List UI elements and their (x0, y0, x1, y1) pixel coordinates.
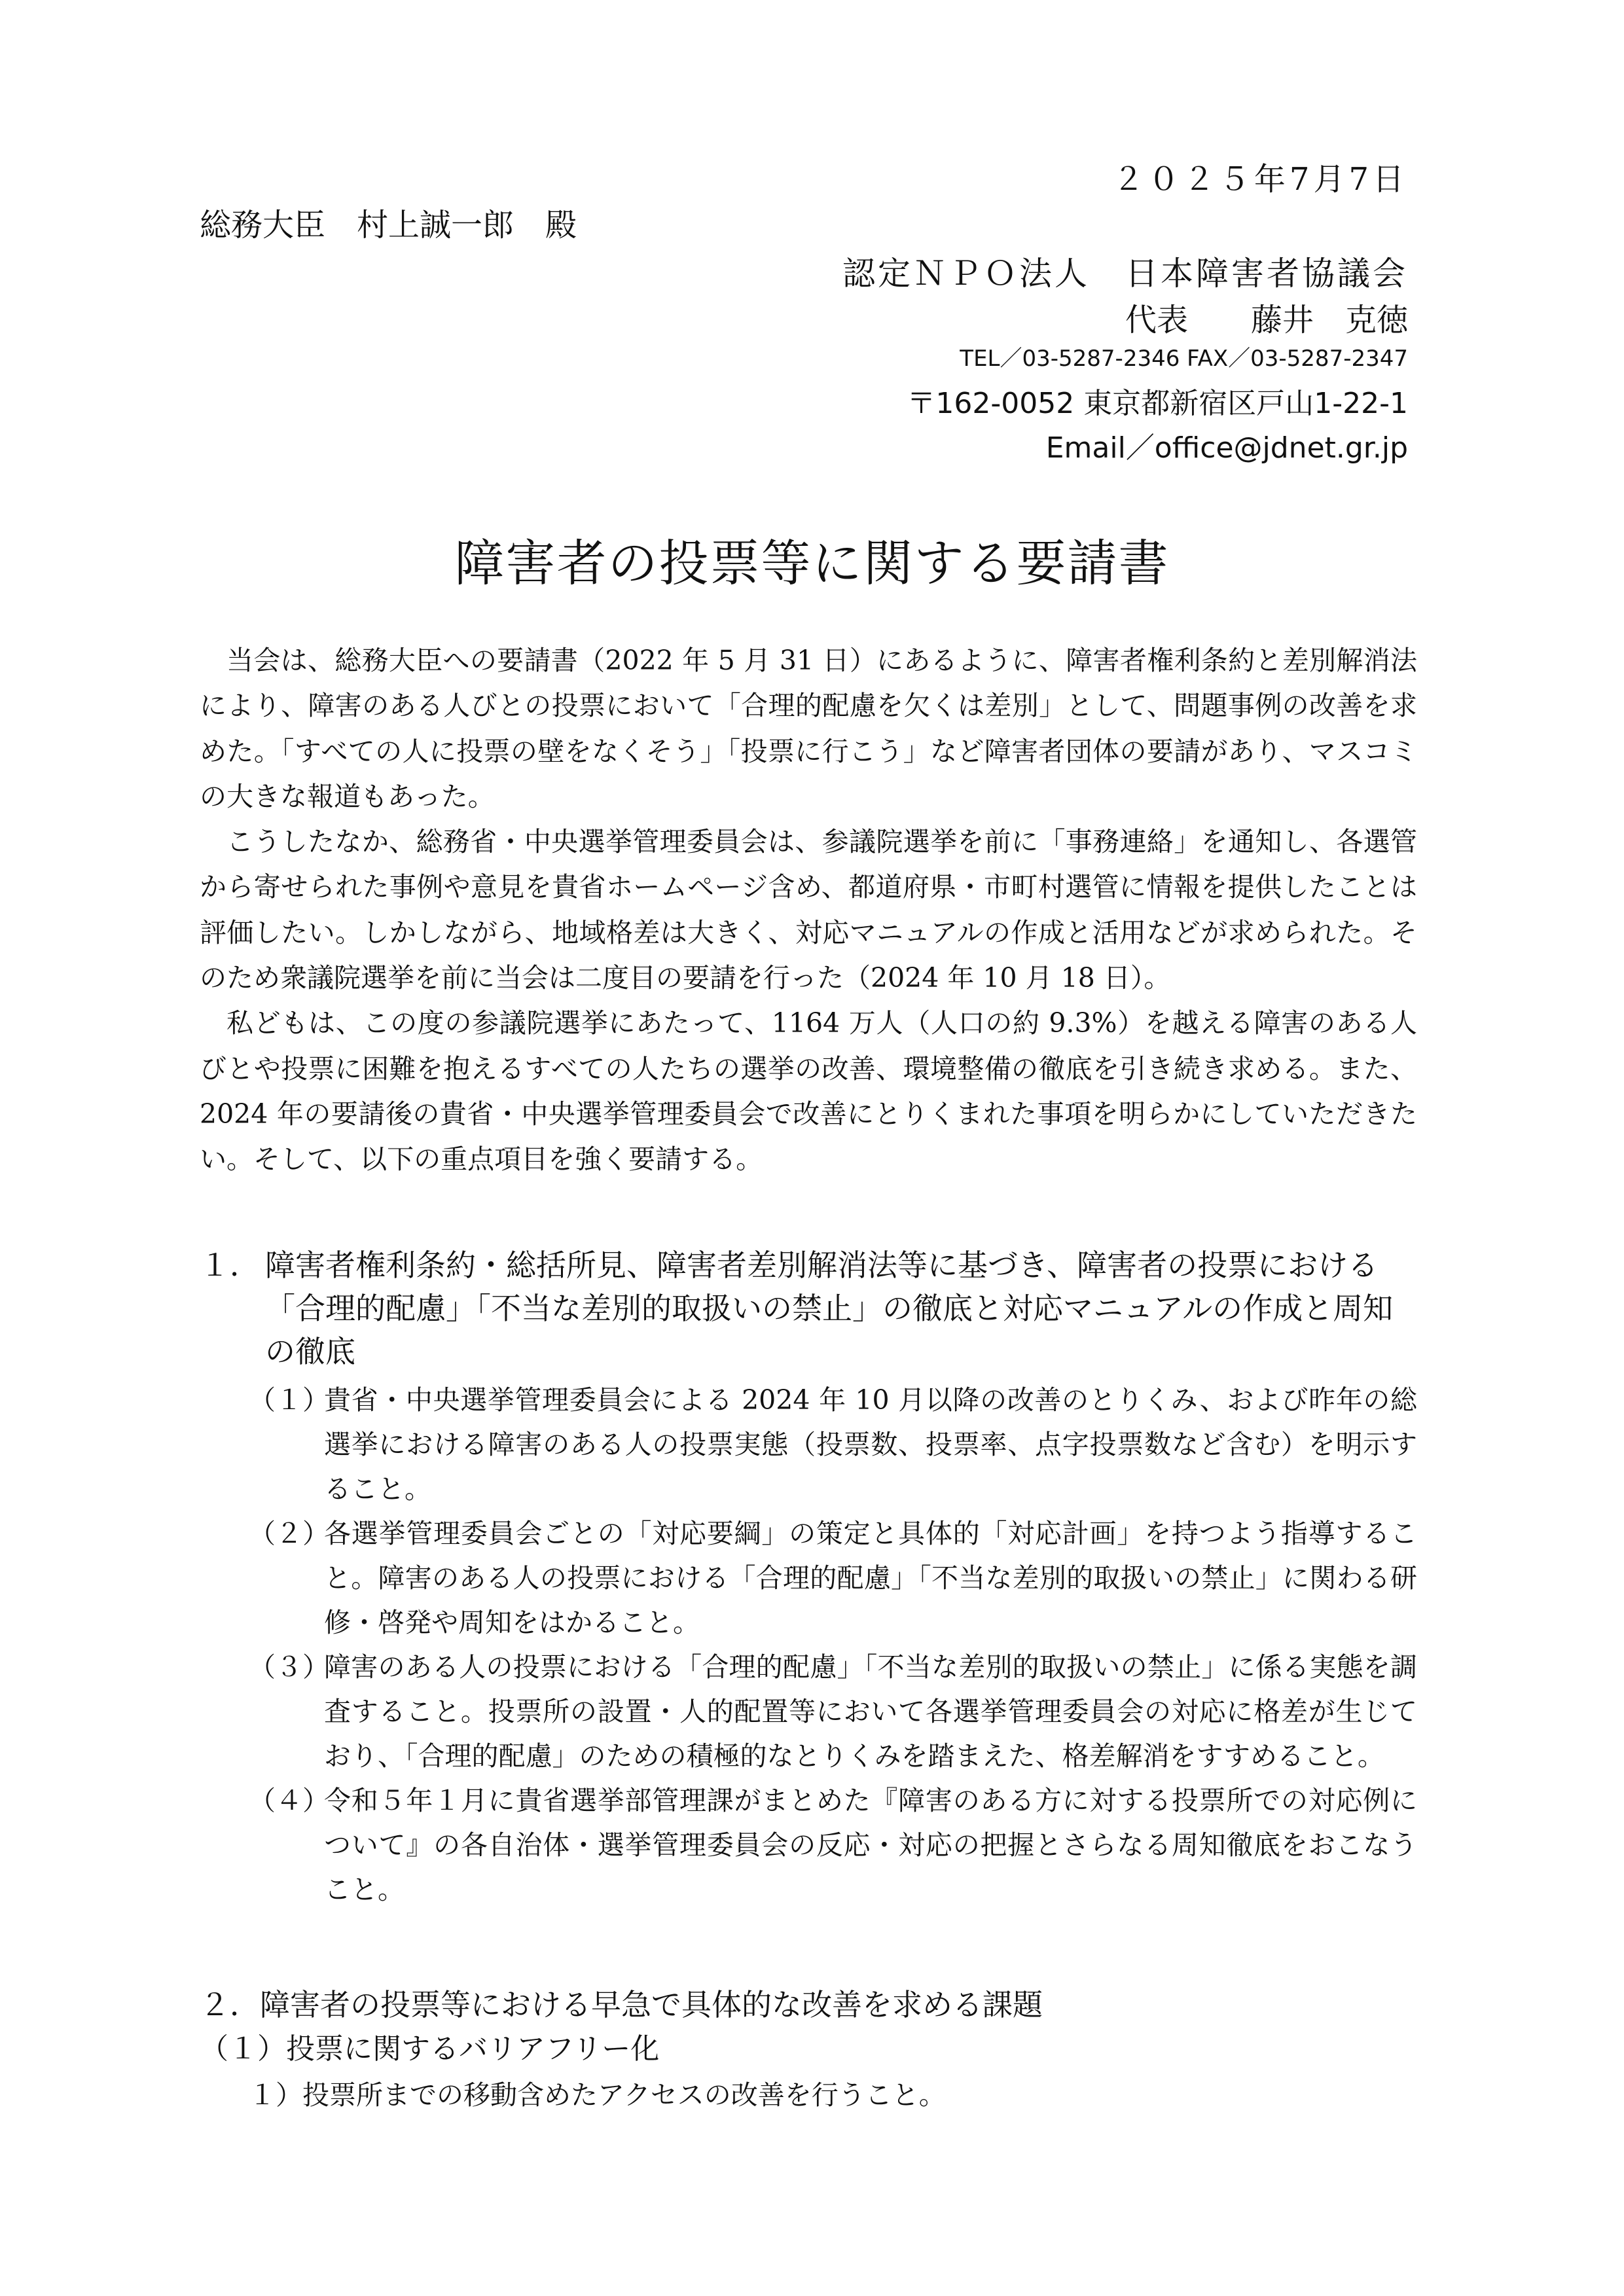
intro-paragraph-1: 当会は、総務大臣への要請書（2022 年 5 月 31 日）にあるように、障害者権利条約と差別解消法により、障害のある人びとの投票において「合理的配慮を欠くは差別」として、問題事例の改善を求めた。「すべての人に投票の壁をなくそう」「投票に行こう」など障害者団体の要請があり、マスコミの大きな報道もあった。 (200, 645, 1417, 812)
document-title: 障害者の投票等に関する要請書 (454, 534, 1170, 592)
section-2-heading: ２．障害者の投票等における早急で具体的な改善を求める課題 (200, 1987, 1043, 2022)
sender-representative: 代表 藤井 克徳 (1125, 302, 1408, 338)
section-2-point-1: １）投票所までの移動含めたアクセスの改善を行うこと。 (249, 2079, 946, 2111)
sender-organization: 認定ＮＰＯ法人 日本障害者協議会 (842, 255, 1408, 293)
section-1-items (249, 1378, 1417, 1912)
intro-paragraph-2: こうしたなか、総務省・中央選挙管理委員会は、参議院選挙を前に「事務連絡」を通知し、各選管から寄せられた事例や意見を貴省ホームページ含め、都道府県・市町村選管に情報を提供したことは評価したい。しかしながら、地域格差は大きく、対応マニュアルの作成と活用などが求められた。そのため衆議院選挙を前に当会は二度目の要請を行った（2024 年 10 月 18 日）。 (200, 826, 1417, 994)
document-date: ２０２５年7月7日 (1112, 161, 1408, 198)
addressee: 総務大臣 村上誠一郎 殿 (200, 207, 577, 243)
intro-body (200, 638, 1417, 1183)
list-item (249, 1645, 1417, 1778)
intro-paragraph-3: 私どもは、この度の参議院選挙にあたって、1164 万人（人口の約 9.3%）を越える障害のある人びとや投票に困難を抱えるすべての人たちの選挙の改善、環境整備の徹底を引き続き求める。また、2024 年の要請後の貴省・中央選挙管理委員会で改善にとりくまれた事項を明らかにしていただきたい。そして、以下の重点項目を強く要請する。 (200, 1007, 1417, 1175)
list-item-text: 各選挙管理委員会ごとの「対応要綱」の策定と具体的「対応計画」を持つよう指導すること。障害のある人の投票における「合理的配慮」「不当な差別的取扱いの禁止」に関わる研修・啓発や周知をはかること。 (324, 1518, 1417, 1638)
list-item-text: 障害のある人の投票における「合理的配慮」「不当な差別的取扱いの禁止」に係る実態を調査すること。投票所の設置・人的配置等において各選挙管理委員会の対応に格差が生じており、「合理的配慮」のための積極的なとりくみを踏まえた、格差解消をすすめること。 (324, 1651, 1417, 1772)
section-2-subheading: （１）投票に関するバリアフリー化 (200, 2032, 660, 2066)
list-item (249, 1778, 1417, 1912)
section-1-heading-text: 障害者権利条約・総括所見、障害者差別解消法等に基づき、障害者の投票における「合理的配慮」「不当な差別的取扱いの禁止」の徹底と対応マニュアルの作成と周知の徹底 (265, 1247, 1394, 1369)
sender-tel-fax: TEL／03-5287-2346 FAX／03-5287-2347 (960, 346, 1408, 372)
list-item-label: （４） (249, 1785, 329, 1816)
list-item-text: 貴省・中央選挙管理委員会による 2024 年 10 月以降の改善のとりくみ、および昨年の総選挙における障害のある人の投票実態（投票数、投票率、点字投票数など含む）を明示すること。 (324, 1384, 1417, 1505)
sender-address: 〒162-0052 東京都新宿区戸山1-22-1 (907, 387, 1408, 420)
section-1-number: １． (200, 1247, 260, 1283)
list-item-label: （３） (249, 1651, 329, 1683)
list-item-text: 令和５年１月に貴省選挙部管理課がまとめた『障害のある方に対する投票所での対応例について』の各自治体・選挙管理委員会の反応・対応の把握とさらなる周知徹底をおこなうこと。 (324, 1785, 1417, 1905)
list-item-label: （２） (249, 1518, 329, 1549)
list-item (249, 1378, 1417, 1511)
section-1-heading (200, 1244, 1417, 1373)
list-item (249, 1511, 1417, 1645)
sender-email: Email／office@jdnet.gr.jp (1045, 431, 1408, 465)
list-item-label: （１） (249, 1384, 329, 1416)
